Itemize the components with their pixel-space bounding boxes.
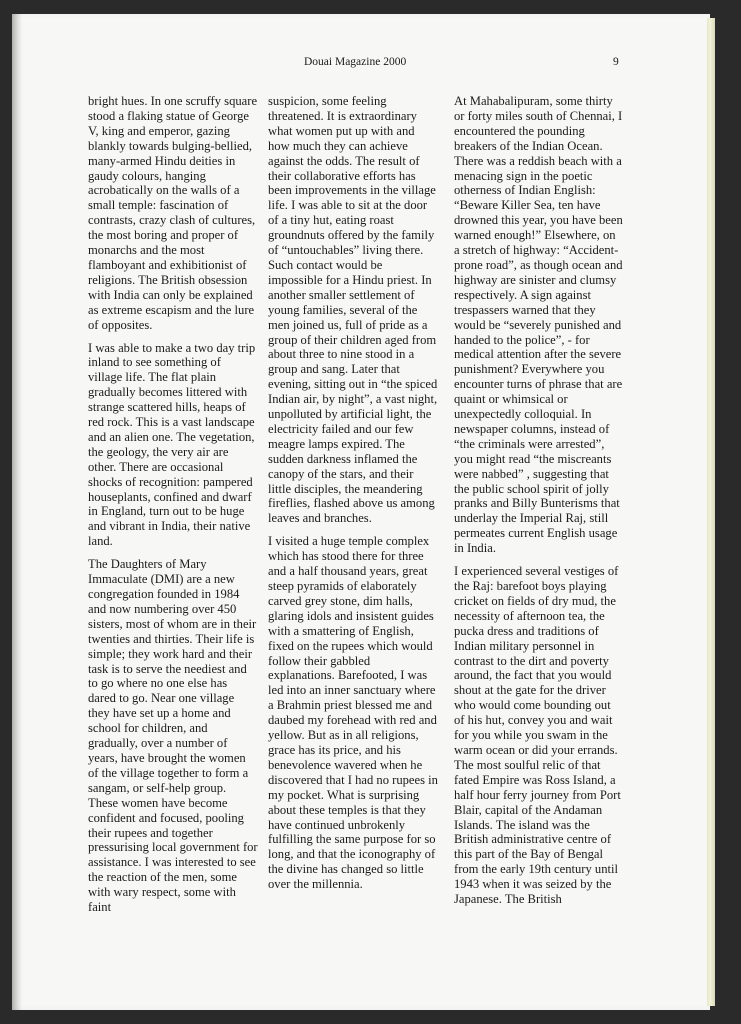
page-number: 9: [613, 56, 619, 68]
page-edge: [707, 18, 715, 1006]
text-column-1: [88, 94, 258, 923]
text-column-2: [268, 94, 438, 900]
paragraph: The Daughters of Mary Immaculate (DMI) are a new congregation founded in 1984 and now numbering over 450 sisters, most of whom are in their twenties and thirties. Their life is simple; they work hard and their task is to serve the neediest and to go where no one else has dared to go. Near one village they have set up a home and school for children, and gradually, over a number of years, have brought the women of the village together to form a sangam, or self-help group. These women have become confident and focused, pooling their rupees and together pressurising local government for assistance. I was interested to see the reaction of the men, some with wary respect, some with faint: [88, 557, 258, 915]
paragraph: I visited a huge temple complex which has stood there for three and a half thousand years, great steep pyramids of elaborately carved grey stone, dim halls, glaring idols and insistent guides with a smattering of English, fixed on the rupees which would follow their gabbled explanations. Barefooted, I was led into an inner sanctuary where a Brahmin priest blessed me and daubed my forehead with red and yellow. But as in all religions, grace has its price, and his benevolence wavered when he discovered that I had no rupees in my pocket. What is surprising about these temples is that they have continued unbrokenly fulfilling the same purpose for so long, and that the iconography of the divine has changed so little over the millennia.: [268, 534, 438, 892]
paragraph: bright hues. In one scruffy square stood a flaking statue of George V, king and emperor, gazing blankly towards bulging-bellied, many-armed Hindu deities in gaudy colours, hanging acrobatically on the walls of a small temple: fascination of contrasts, crazy clash of cultures, the most boring and proper of monarchs and the most flamboyant and exhibitionist of religions. The British obsession with India can only be explained as extreme escapism and the lure of opposites.: [88, 94, 258, 332]
paragraph: suspicion, some feeling threatened. It is extraordinary what women put up with and how much they can achieve against the odds. The result of their collaborative efforts has been improvements in the village life. I was able to sit at the door of a tiny hut, eating roast groundnuts offered by the family of “untouchables” living there. Such contact would be impossible for a Hindu priest. In another smaller settlement of young families, several of the men joined us, full of pride as a group of their children aged from about three to nine stood in a group and sang. Later that evening, sitting out in “the spiced Indian air, by night”, a vast night, unpolluted by artificial light, the electricity failed and our few meagre lamps expired. The sudden darkness inflamed the canopy of the stars, and their little disciples, the meandering fireflies, flashed above us among leaves and branches.: [268, 94, 438, 526]
text-column-3: [454, 94, 624, 915]
paragraph: I experienced several vestiges of the Raj: barefoot boys playing cricket on fields of dry mud, the necessity of afternoon tea, the pucka dress and traditions of Indian military personnel in contrast to the dirt and poverty around, the fact that you would shout at the gate for the driver who would come bounding out of his hut, convey you and wait for you while you swam in the warm ocean or did your errands. The most soulful relic of that fated Empire was Ross Island, a half hour ferry journey from Port Blair, capital of the Andaman Islands. The island was the British administrative centre of this part of the Bay of Bengal from the early 19th century until 1943 when it was seized by the Japanese. The British: [454, 564, 621, 907]
magazine-title: Douai Magazine 2000: [304, 56, 407, 68]
spine-shadow: [12, 14, 22, 1010]
paragraph: I was able to make a two day trip inland to see something of village life. The flat plain gradually becomes littered with strange scattered hills, heaps of red rock. This is a vast landscape and an alien one. The vegetation, the geology, the very air are other. There are occasional shocks of recognition: pampered houseplants, confined and dwarf in England, turn out to be huge and vibrant in India, their native land.: [88, 340, 256, 549]
paragraph: At Mahabalipuram, some thirty or forty miles south of Chennai, I encountered the pounding breakers of the Indian Ocean. There was a reddish beach with a menacing sign in the poetic otherness of Indian English: “Beware Killer Sea, ten have drowned this year, you have been warned enough!” Elsewhere, on a stretch of highway: “Accident-prone road”, as though ocean and highway are sinister and clumsy respectively. A sign against trespassers warned that they would be “severely punished and handed to the police”, - for medical attention after the severe punishment? Everywhere you encounter turns of phrase that are quaint or whimsical or unexpectedly colloquial. In newspaper columns, instead of “the criminals were arrested”, you might read “the miscreants were nabbed” , suggesting that the public school spirit of jolly pranks and Billy Bunterisms that underlay the Imperial Raj, still permeates current English usage in India.: [454, 94, 623, 556]
